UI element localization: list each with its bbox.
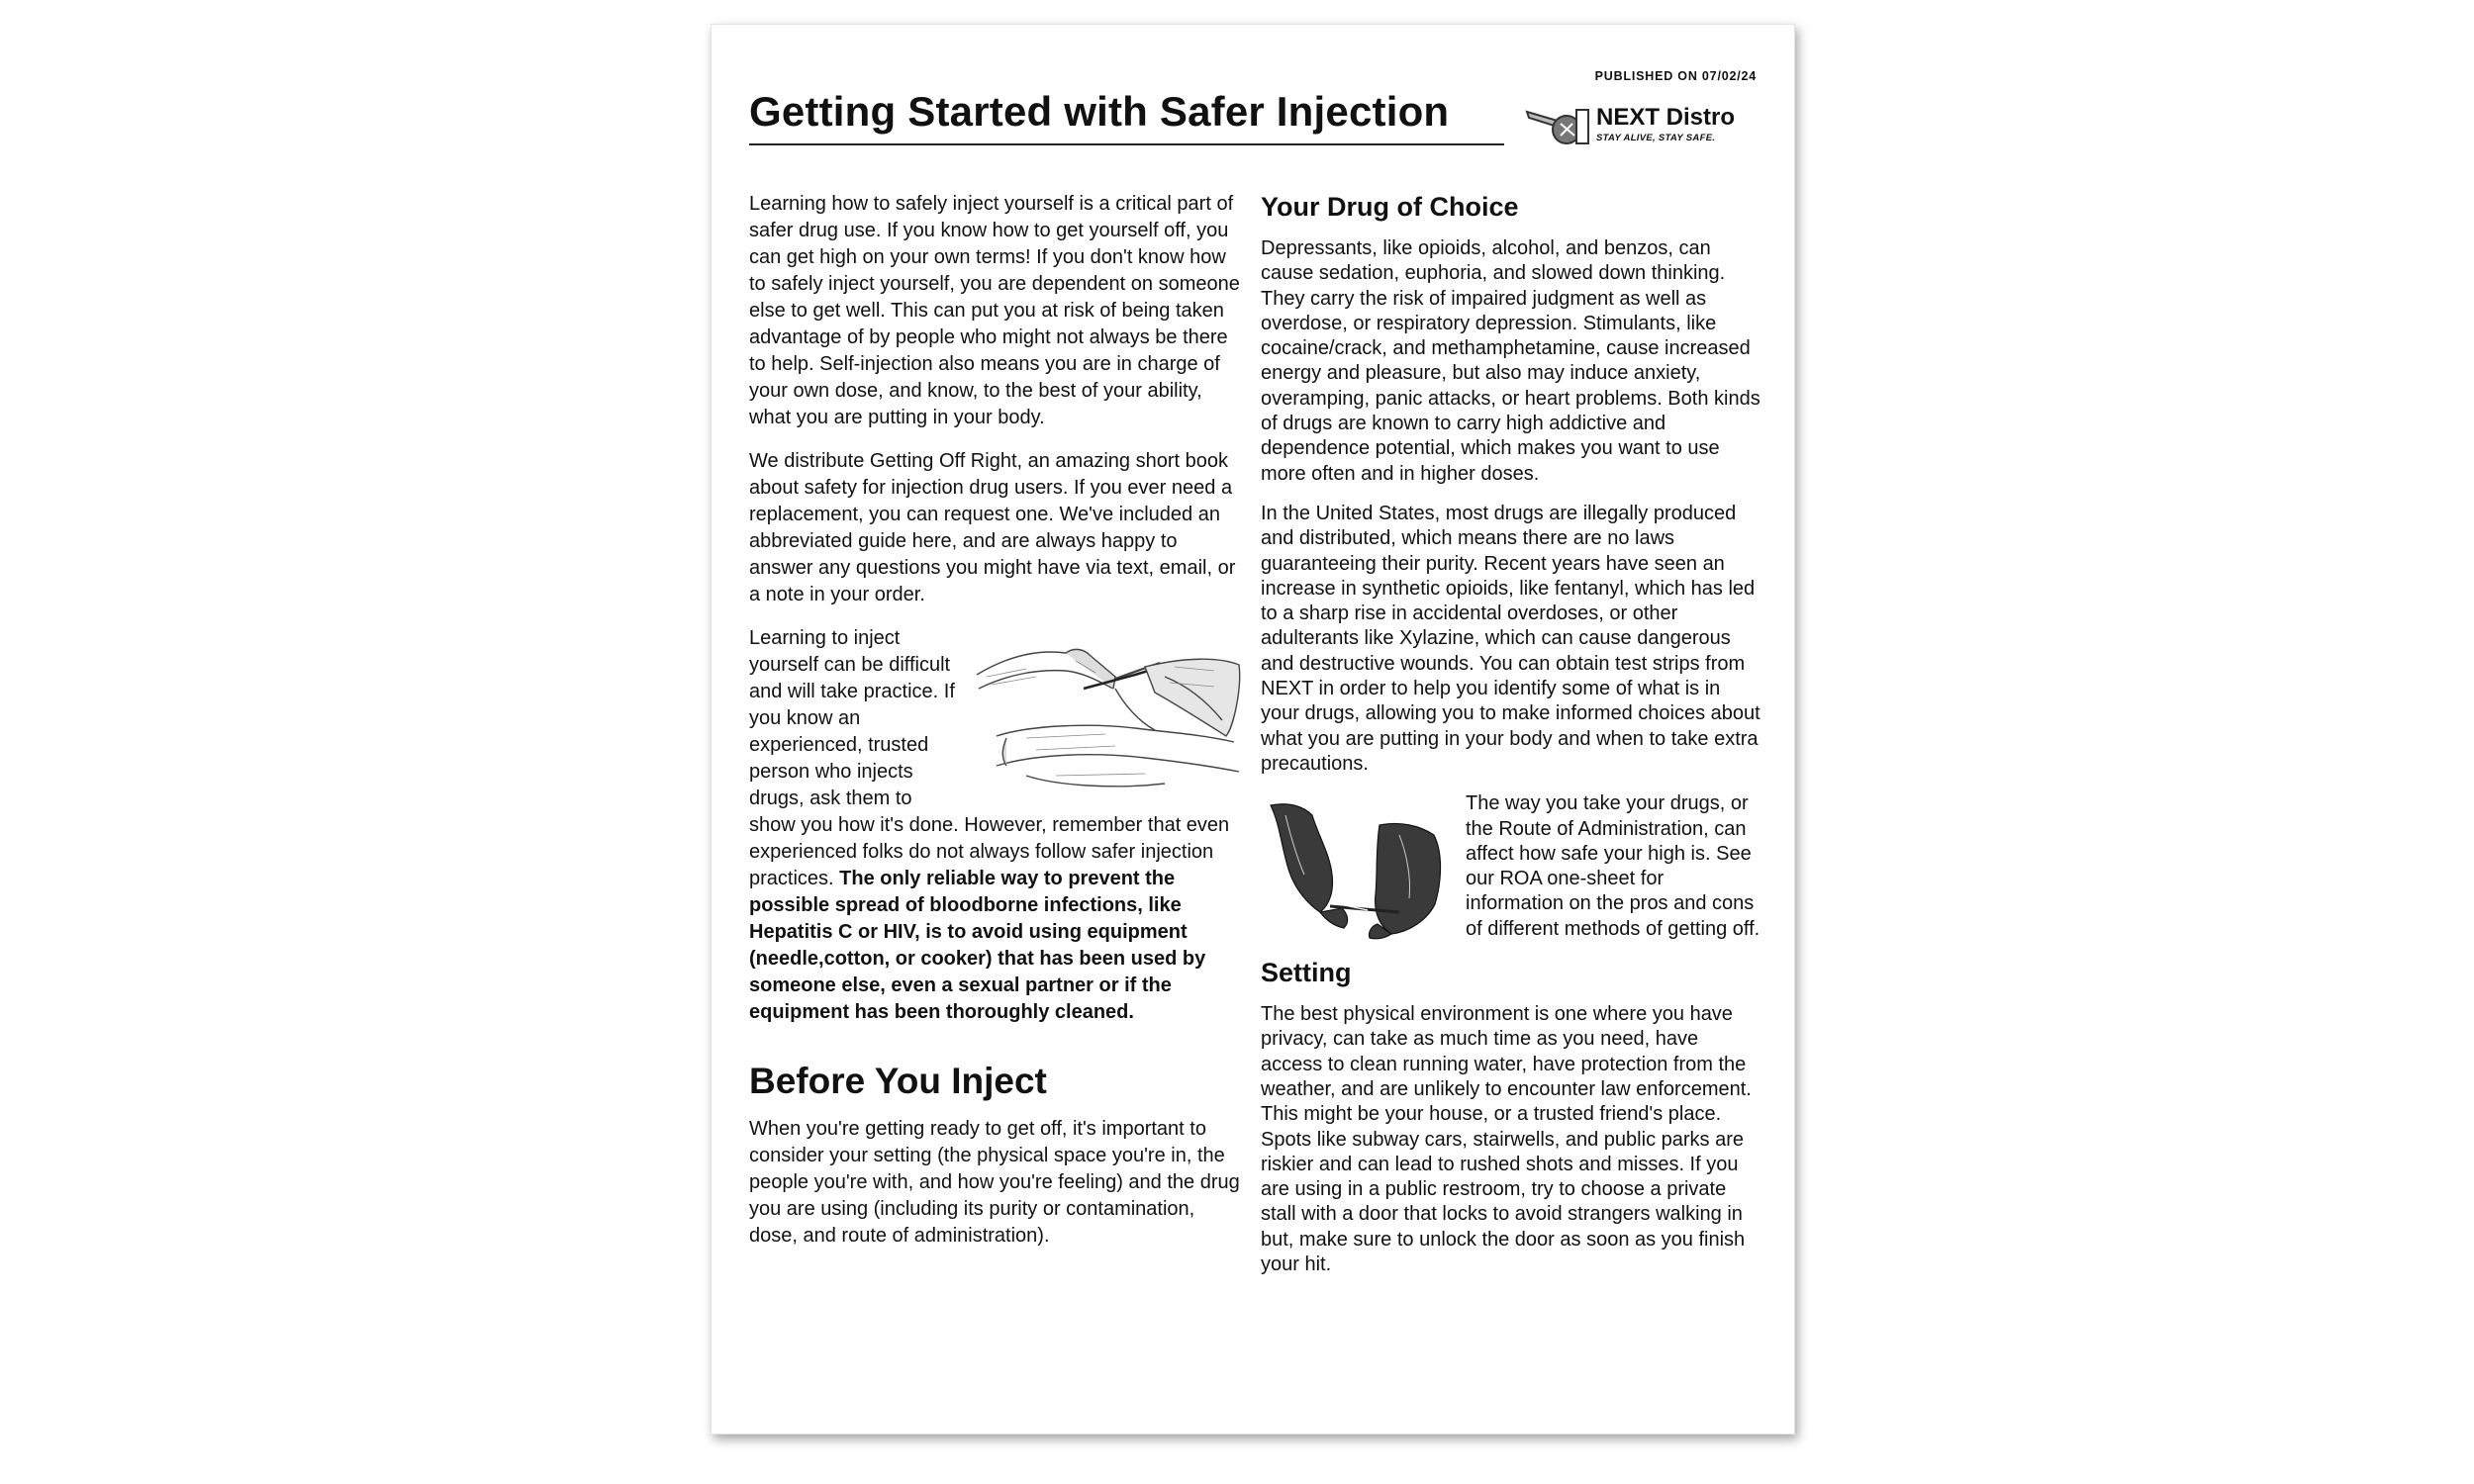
united-states-paragraph: In the United States, most drugs are illegally produced and distributed, which means there are no laws guaranteeing their purity. Recent years have seen an increase in synthetic opioids, like fentanyl, which has led to a sharp rise in accidental overdoses, or other adulterants like Xylazine, which can cause dangerous and destructive wounds. You can obtain test strips from NEXT in order to help you identify some of what is in your drugs, allowing you to make informed choices about what you are putting in your body and when to take extra precautions. [1261,502,1760,775]
document-page [711,24,1795,1435]
published-date: PUBLISHED ON 07/02/24 [1594,69,1757,83]
route-of-administration-paragraph [1261,791,1760,942]
learning-paragraph [749,625,1244,1026]
syringe-logo-icon [1521,98,1592,149]
right-column [1261,191,1760,1292]
before-you-inject-heading: Before You Inject [749,1061,1047,1101]
next-distro-logo [1521,98,1763,157]
before-you-inject-paragraph: When you're getting ready to get off, it's important to consider your setting (the physical space you're in, the people you're with, and how you're feeling) and the drug you are using (including its purity or contamination, dose, and route of administration). [749,1118,1240,1247]
logo-name: NEXT Distro [1596,104,1736,131]
left-column [749,191,1244,1266]
drug-of-choice-heading: Your Drug of Choice [1261,192,1519,222]
intro-paragraph: Learning how to safely inject yourself is a critical part of safer drug use. If you know how to get yourself off, you can get high on your own terms! If you don't know how to safely inject yourself, you are dependent on someone else to get well. This can put you at risk of being taken advantage of by people who might not always be there to help. Self-injection also means you are in charge of your own dose, and know, to the best of your ability, what you are putting in your body. [749,193,1240,428]
roa-text: The way you take your drugs, or the Route of Administration, can affect how safe your high is. See our ROA one-sheet for information on the pros and cons of different methods of getting off. [1466,792,1760,940]
page-title: Getting Started with Safer Injection [749,88,1504,145]
learning-text: Learning to inject yourself can be difficult and will take practice. If you know an experienced, trusted person who injects drugs, ask them to show you how it's done. However, remember that even experienced folks do not always follow safer injection practices. [749,627,1230,889]
setting-paragraph: The best physical environment is one where you have privacy, can take as much time as you need, have access to clean running water, have protection from the weather, and are unlikely to encounter law enforcement. This might be your house, or a trusted friend's place. Spots like subway cars, stairwells, and public parks are riskier and can lead to rushed shots and misses. If you are using in a public restroom, try to choose a private stall with a door that locks to avoid strangers walking in but, make sure to unlock the door as soon as you finish your hit. [1261,1003,1752,1275]
setting-heading: Setting [1261,958,1352,988]
hands-preparing-illustration [1261,795,1454,944]
injection-illustration [967,627,1244,795]
bloodborne-warning: The only reliable way to prevent the possible spread of bloodborne infections, like Hepatitis C or HIV, is to avoid using equipment (needle,cotton, or cooker) that has been used by someone else, even a sexual partner or if the equipment has been thoroughly cleaned. [749,868,1206,1023]
logo-tagline: STAY ALIVE, STAY SAFE. [1596,133,1716,143]
depressants-paragraph: Depressants, like opioids, alcohol, and benzos, can cause sedation, euphoria, and slowed down thinking. They carry the risk of impaired judgment as well as overdose, or respiratory depression. Stimulants, like cocaine/crack, and methamphetamine, cause increased energy and pleasure, but also may induce anxiety, overamping, panic attacks, or heart problems. Both kinds of drugs are known to carry high addictive and dependence potential, which makes you want to use more often and in higher doses. [1261,237,1760,485]
getting-off-right-paragraph: We distribute Getting Off Right, an amazing short book about safety for injection drug users. If you ever need a replacement, you can request one. We've included an abbreviated guide here, and are always happy to answer any questions you might have via text, email, or a note in your order. [749,450,1236,605]
